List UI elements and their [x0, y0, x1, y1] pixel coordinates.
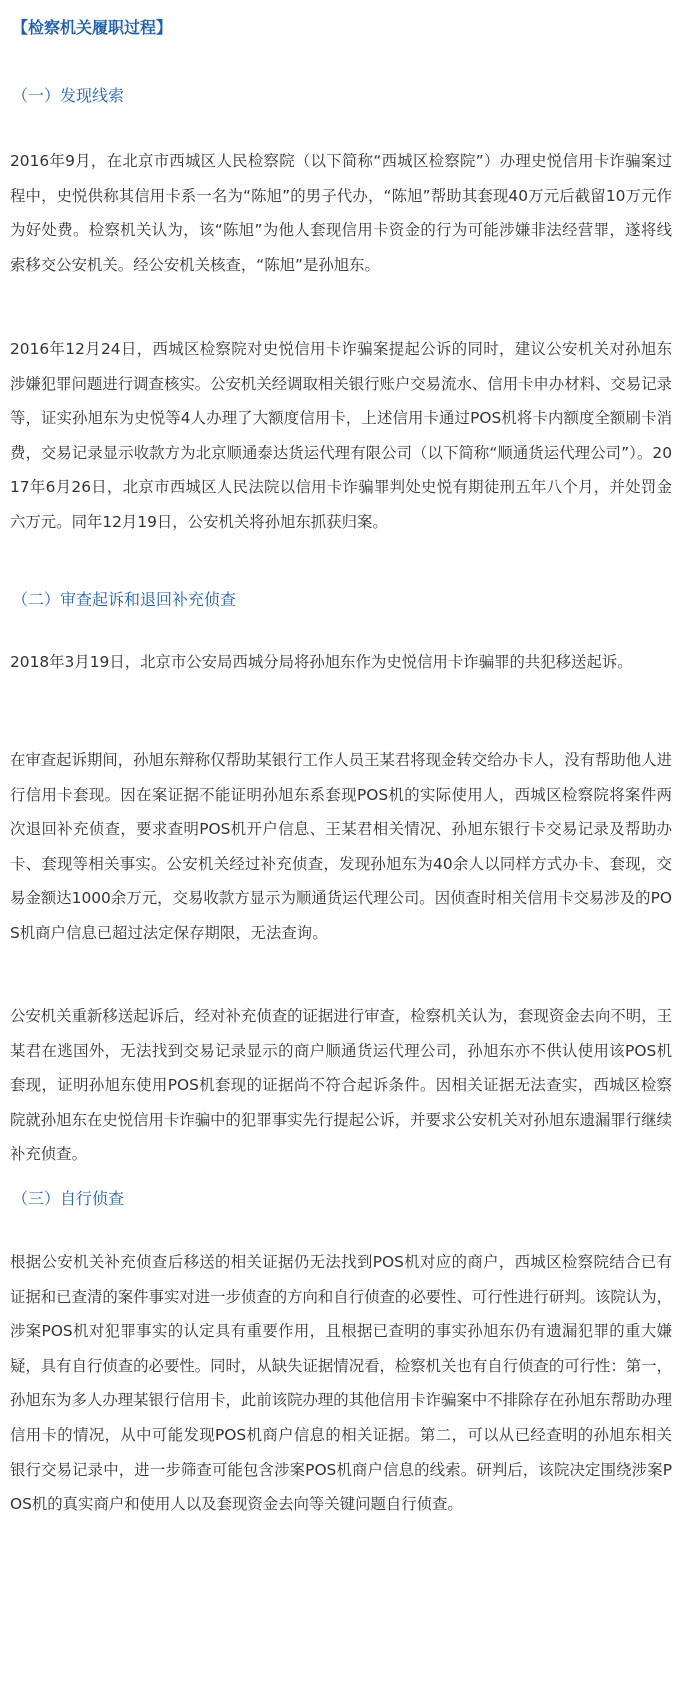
paragraph: 2016年12月24日，西城区检察院对史悦信用卡诈骗案提起公诉的同时，建议公安机关对孙旭东涉嫌犯罪问题进行调查核实。公安机关经调取相关银行账户交易流水、信用卡申办材料、交易记录等，证实孙旭东为史悦等4人办理了大额度信用卡，上述信用卡通过POS机将卡内额度全额刷卡消费，交易记录显示收款方为北京顺通泰达货运代理有限公司（以下简称“顺通货运代理公司”）。2017年6月26日，北京市西城区人民法院以信用卡诈骗罪判处史悦有期徒刑五年八个月，并处罚金六万元。同年12月19日，公安机关将孙旭东抓获归案。 — [10, 340, 672, 531]
section-heading-2: （二）审查起诉和退回补充侦查 — [12, 590, 237, 609]
section-heading-1: （一）发现线索 — [12, 86, 125, 105]
paragraph: 公安机关重新移送起诉后，经对补充侦查的证据进行审查，检察机关认为，套现资金去向不明，王某君在逃国外，无法找到交易记录显示的商户顺通货运代理公司，孙旭东亦不供认使用该POS机套现，证明孙旭东使用POS机套现的证据尚不符合起诉条件。因相关证据无法查实，西城区检察院就孙旭东在史悦信用卡诈骗中的犯罪事实先行提起公诉，并要求公安机关对孙旭东遗漏罪行继续补充侦查。 — [10, 1007, 672, 1164]
paragraph: 2018年3月19日，北京市公安局西城分局将孙旭东作为史悦信用卡诈骗罪的共犯移送起诉。 — [10, 653, 633, 671]
paragraph: 在审查起诉期间，孙旭东辩称仅帮助某银行工作人员王某君将现金转交给办卡人，没有帮助他人进行信用卡套现。因在案证据不能证明孙旭东系套现POS机的实际使用人，西城区检察院将案件两次退回补充侦查，要求查明POS机开户信息、王某君相关情况、孙旭东银行卡交易记录及帮助办卡、套现等相关事实。公安机关经过补充侦查，发现孙旭东为40余人以同样方式办卡、套现，交易金额达1000余万元，交易收款方显示为顺通货运代理公司。因侦查时相关信用卡交易涉及的POS机商户信息已超过法定保存期限，无法查询。 — [10, 751, 672, 942]
article-title: 【检察机关履职过程】 — [12, 18, 173, 37]
section-heading-3: （三）自行侦查 — [12, 1189, 125, 1208]
paragraph: 2016年9月，在北京市西城区人民检察院（以下简称“西城区检察院”）办理史悦信用卡诈骗案过程中，史悦供称其信用卡系一名为“陈旭”的男子代办，“陈旭”帮助其套现40万元后截留10万元作为好处费。检察机关认为，该“陈旭”为他人套现信用卡资金的行为可能涉嫌非法经营罪，遂将线索移交公安机关。经公安机关核查，“陈旭”是孙旭东。 — [10, 152, 672, 274]
paragraph: 根据公安机关补充侦查后移送的相关证据仍无法找到POS机对应的商户，西城区检察院结合已有证据和已查清的案件事实对进一步侦查的方向和自行侦查的必要性、可行性进行研判。该院认为，涉案POS机对犯罪事实的认定具有重要作用，且根据已查明的事实孙旭东仍有遗漏犯罪的重大嫌疑，具有自行侦查的必要性。同时，从缺失证据情况看，检察机关也有自行侦查的可行性：第一，孙旭东为多人办理某银行信用卡，此前该院办理的其他信用卡诈骗案中不排除存在孙旭东帮助办理信用卡的情况，从中可能发现POS机商户信息的相关证据。第二，可以从已经查明的孙旭东相关银行交易记录中，进一步筛查可能包含涉案POS机商户信息的线索。研判后，该院决定围绕涉案POS机的真实商户和使用人以及套现资金去向等关键问题自行侦查。 — [10, 1253, 672, 1514]
